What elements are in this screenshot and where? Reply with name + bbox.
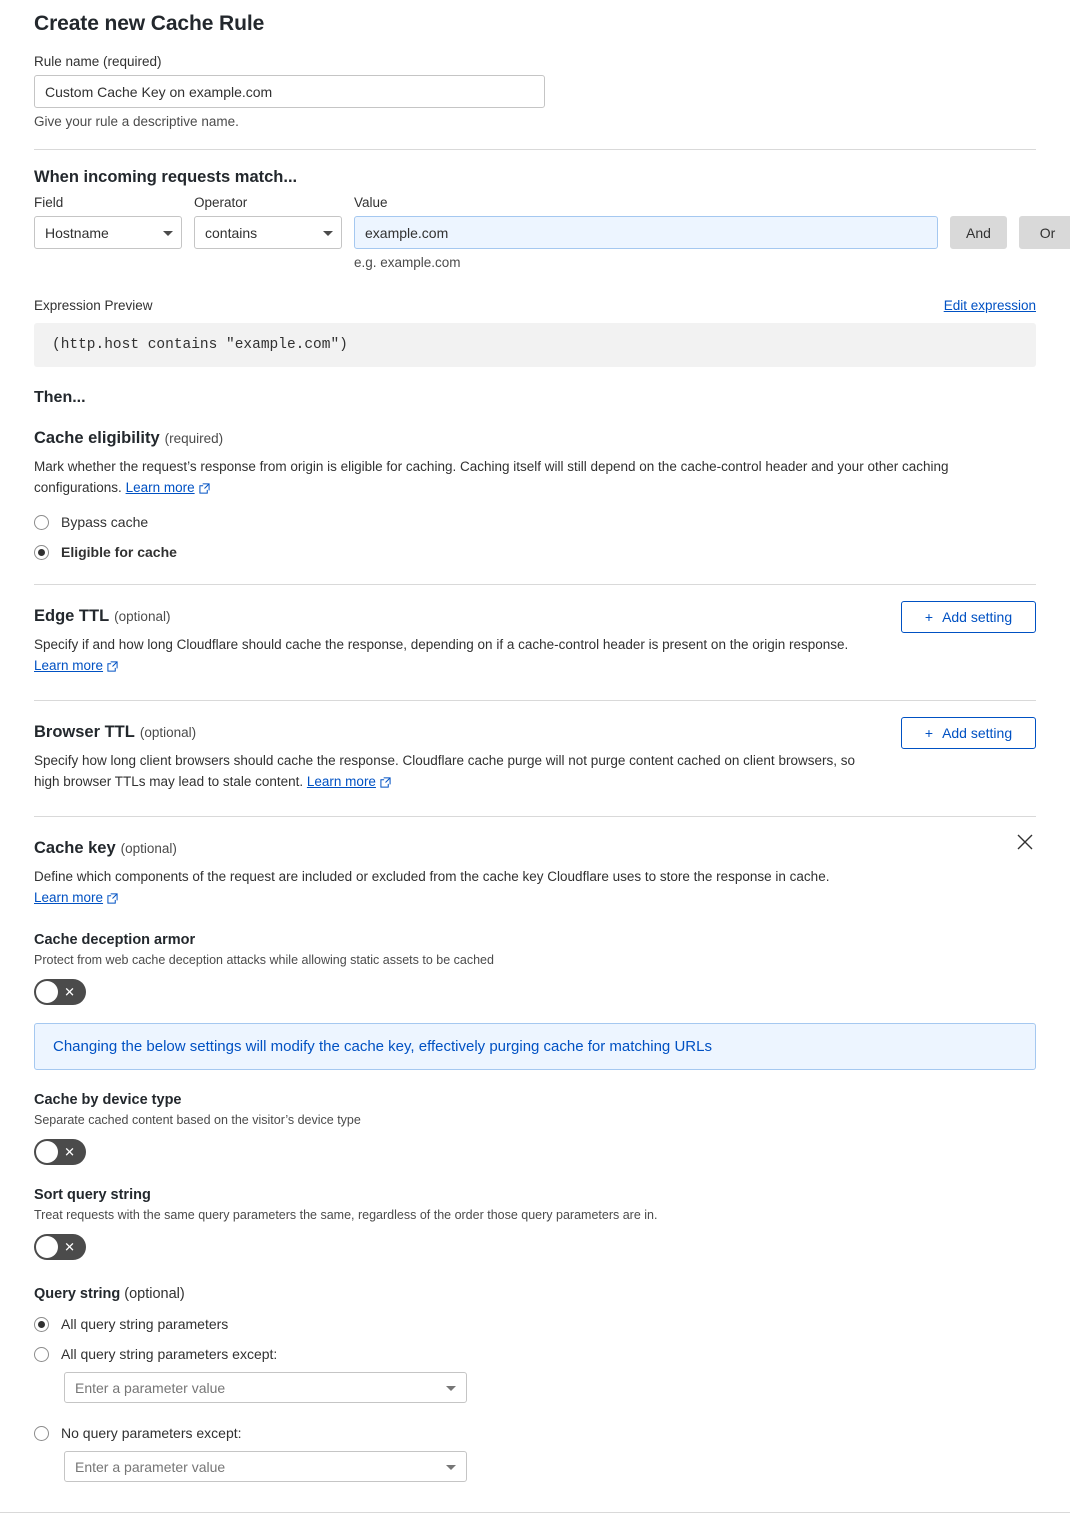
bottom-bar [0, 1512, 1070, 1520]
query-string-title: Query string [34, 1286, 121, 1302]
browser-ttl-add-setting-label: Add setting [942, 725, 1013, 741]
browser-ttl-add-setting-button[interactable] [901, 717, 1036, 749]
field-select[interactable]: Hostname [34, 216, 182, 249]
value-label: Value [354, 195, 388, 210]
browser-ttl-left [34, 701, 901, 794]
radio-eligible-for-cache-label: Eligible for cache [61, 544, 177, 560]
and-button-group [950, 195, 1007, 249]
then-heading: Then... [34, 389, 86, 406]
chevron-down-icon [446, 1386, 456, 1391]
cache-key-optional-tag: (optional) [120, 841, 177, 856]
rule-name-input[interactable] [34, 75, 545, 108]
cache-by-device-type-description: Separate cached content based on the visitor’s device type [34, 1113, 361, 1127]
edge-ttl-add-setting-label: Add setting [942, 609, 1013, 625]
operator-group [194, 195, 342, 249]
cache-eligibility-title: Cache eligibility [34, 429, 160, 447]
radio-bypass-cache-label: Bypass cache [61, 514, 149, 530]
edge-ttl-description-text: Specify if and how long Cloudflare should cache the response, depending on if a cache-control header is present on the origin response. [34, 637, 849, 652]
radio-all-query-string-parameters-except[interactable] [34, 1346, 1036, 1362]
radio-icon[interactable] [34, 1347, 49, 1362]
expression-preview: (http.host contains "example.com") [34, 323, 1036, 367]
close-icon [1014, 831, 1036, 853]
no-except-parameter-input[interactable] [64, 1451, 467, 1482]
cache-key-description-text: Define which components of the request are included or excluded from the cache key Cloudflare uses to store the response in cache. [34, 869, 830, 884]
value-help: e.g. example.com [354, 255, 461, 270]
toggle-off-icon: ✕ [64, 984, 75, 1000]
cache-key-remove-button[interactable] [1014, 831, 1036, 853]
divider [34, 149, 1036, 150]
sort-query-string-description: Treat requests with the same query parameters the same, regardless of the order those query parameters are in. [34, 1208, 658, 1222]
or-button[interactable]: Or [1019, 216, 1070, 249]
cache-deception-armor-description: Protect from web cache deception attacks while allowing static assets to be cached [34, 953, 494, 967]
query-string-heading [34, 1286, 1036, 1302]
operator-select[interactable]: contains [194, 216, 342, 249]
radio-no-query-parameters-except-label: No query parameters except: [61, 1425, 242, 1441]
browser-ttl-heading [34, 723, 877, 742]
all-except-parameter-input[interactable] [64, 1372, 467, 1403]
expression-preview-label: Expression Preview [34, 298, 153, 313]
cache-deception-armor-title: Cache deception armor [34, 932, 196, 948]
toggle-knob [36, 1236, 58, 1258]
all-except-parameter-placeholder: Enter a parameter value [75, 1379, 226, 1396]
edge-ttl-learn-more-link[interactable]: Learn more [34, 658, 104, 673]
browser-ttl-title: Browser TTL [34, 723, 135, 741]
cache-eligibility-description [34, 456, 1034, 500]
cache-eligibility-required-tag: (required) [164, 431, 224, 446]
cache-eligibility-heading [34, 429, 1036, 448]
query-string-optional-tag: (optional) [124, 1286, 185, 1302]
radio-icon[interactable] [34, 545, 49, 560]
edge-ttl-description [34, 634, 877, 678]
sort-query-string-toggle[interactable] [34, 1234, 86, 1260]
page-title: Create new Cache Rule [34, 12, 265, 35]
cache-eligibility-learn-more-link[interactable]: Learn more [125, 480, 195, 495]
cache-key-title: Cache key [34, 839, 116, 857]
cache-by-device-type-toggle[interactable] [34, 1139, 86, 1165]
toggle-off-icon: ✕ [64, 1144, 75, 1160]
edge-ttl-heading [34, 607, 877, 626]
field-select-wrap[interactable] [34, 216, 182, 249]
plus-icon: + [924, 609, 934, 625]
rule-name-label: Rule name (required) [34, 54, 162, 69]
cache-key-heading [34, 839, 990, 858]
edge-ttl-title: Edge TTL [34, 607, 110, 625]
toggle-knob [36, 981, 58, 1003]
external-link-icon [380, 773, 391, 794]
edge-ttl-left [34, 585, 901, 678]
external-link-icon [107, 889, 118, 910]
plus-icon: + [924, 725, 934, 741]
radio-icon[interactable] [34, 515, 49, 530]
match-row [34, 195, 1056, 270]
edge-ttl-optional-tag: (optional) [114, 609, 171, 624]
or-button-group [1019, 195, 1070, 249]
rule-name-group [34, 54, 1036, 129]
match-heading: When incoming requests match... [34, 168, 298, 186]
edit-expression-link[interactable]: Edit expression [943, 298, 1036, 313]
expression-header [34, 298, 1036, 313]
sort-query-string-title: Sort query string [34, 1187, 151, 1203]
cache-by-device-type-title: Cache by device type [34, 1092, 182, 1108]
cache-key-learn-more-link[interactable]: Learn more [34, 890, 104, 905]
radio-eligible-for-cache[interactable] [34, 544, 1036, 560]
cache-key-notice: Changing the below settings will modify the cache key, effectively purging cache for matching URLs [34, 1023, 1036, 1070]
browser-ttl-optional-tag: (optional) [139, 725, 197, 740]
radio-bypass-cache[interactable] [34, 514, 1036, 530]
external-link-icon [107, 657, 118, 678]
value-group [354, 195, 938, 270]
no-except-parameter-placeholder: Enter a parameter value [75, 1458, 226, 1475]
radio-icon[interactable] [34, 1317, 49, 1332]
and-button[interactable]: And [950, 216, 1007, 249]
radio-all-query-string-parameters-label: All query string parameters [61, 1316, 229, 1332]
browser-ttl-description [34, 750, 877, 794]
cache-deception-armor-toggle[interactable] [34, 979, 86, 1005]
external-link-icon [199, 479, 210, 500]
browser-ttl-section [34, 701, 1036, 794]
radio-icon[interactable] [34, 1426, 49, 1441]
edge-ttl-add-setting-button[interactable] [901, 601, 1036, 633]
cache-key-section [34, 817, 1036, 910]
field-label: Field [34, 195, 64, 210]
edge-ttl-section [34, 585, 1036, 678]
cache-eligibility-description-text: Mark whether the request’s response from origin is eligible for caching. Caching itself will still depend on the cache-control header and your other caching configurations. [34, 459, 949, 495]
operator-label: Operator [194, 195, 248, 210]
field-group [34, 195, 182, 249]
radio-all-query-string-parameters-except-label: All query string parameters except: [61, 1346, 278, 1362]
chevron-down-icon [446, 1465, 456, 1470]
value-input[interactable] [354, 216, 938, 249]
cache-key-description [34, 866, 990, 910]
radio-no-query-parameters-except[interactable] [34, 1425, 1036, 1441]
toggle-knob [36, 1141, 58, 1163]
toggle-off-icon: ✕ [64, 1239, 75, 1255]
browser-ttl-description-text: Specify how long client browsers should cache the response. Cloudflare cache purge will not purge content cached on client browsers, so high browser TTLs may lead to stale content. [34, 753, 855, 789]
radio-all-query-string-parameters[interactable] [34, 1316, 1036, 1332]
operator-select-wrap[interactable] [194, 216, 342, 249]
cache-key-left [34, 817, 1014, 910]
browser-ttl-learn-more-link[interactable]: Learn more [306, 774, 376, 789]
rule-name-help: Give your rule a descriptive name. [34, 114, 239, 129]
